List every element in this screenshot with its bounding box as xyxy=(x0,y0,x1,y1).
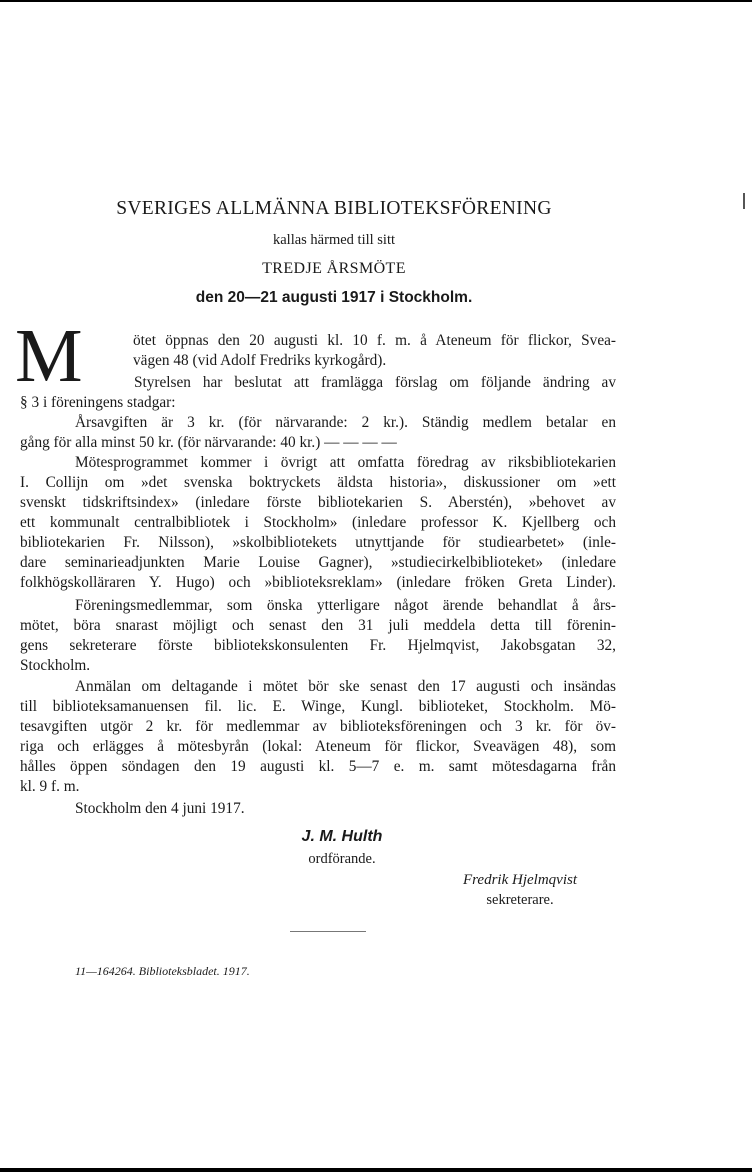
body-line: kl. 9 f. m. xyxy=(20,778,80,795)
meeting-title: TREDJE ÅRSMÖTE xyxy=(262,260,406,277)
meeting-date-place: den 20—21 augusti 1917 i Stockholm. xyxy=(195,289,473,306)
body-line: dare seminarieadjunkten Marie Louise Gagner), »studiecirkelbiblioteket» (inledare xyxy=(20,554,616,571)
body-line: Föreningsmedlemmar, som önska ytterligare något ärende behandlat å års- xyxy=(75,597,616,614)
body-line: gång för alla minst 50 kr. (för närvarande: 40 kr.) — — — — xyxy=(20,434,397,451)
drop-cap-initial: M xyxy=(15,314,83,398)
footer-imprint: 11—164264. Biblioteksbladet. 1917. xyxy=(75,964,250,978)
body-line: ötet öppnas den 20 augusti kl. 10 f. m. å Ateneum för flickor, Svea- xyxy=(133,332,616,349)
date-line: Stockholm den 4 juni 1917. xyxy=(75,800,245,817)
body-line: till biblioteksamanuensen fil. lic. E. Winge, Kungl. biblioteket, Stockholm. Mö- xyxy=(20,698,616,715)
organization-title: SVERIGES ALLMÄNNA BIBLIOTEKSFÖRENING xyxy=(116,198,552,219)
body-line: vägen 48 (vid Adolf Fredriks kyrkogård). xyxy=(133,352,387,369)
body-line: bibliotekarien Fr. Nilsson), »skolbibliotekets utnyttjande för studiearbetet» (inle- xyxy=(20,534,616,551)
invitation-text: kallas härmed till sitt xyxy=(272,232,396,248)
chair-title: ordförande. xyxy=(308,851,376,867)
secretary-title: sekreterare. xyxy=(486,892,554,908)
body-line: I. Collijn om »det svenska boktryckets äldsta historia», diskussioner om »ett xyxy=(20,474,616,491)
body-line: ett kommunalt centralbibliotek i Stockholm» (inledare professor K. Kjellberg och xyxy=(20,514,616,531)
secretary-signature: Fredrik Hjelmqvist xyxy=(462,872,577,888)
body-line: hålles öppen söndagen den 19 augusti kl. 5—7 e. m. samt mötesdagarna från xyxy=(20,758,616,775)
body-line: svenskt tidskriftsindex» (inledare förste bibliotekarien S. Aberstén), »behovet av xyxy=(20,494,616,511)
body-line: mötet, böra snarast möjligt och senast den 31 juli meddela detta till förenin- xyxy=(20,617,616,634)
body-line: Årsavgiften är 3 kr. (för närvarande: 2 kr.). Ständig medlem betalar en xyxy=(75,414,616,431)
body-line: gens sekreterare förste bibliotekskonsulenten Fr. Hjelmqvist, Jakobsgatan 32, xyxy=(20,637,616,654)
margin-mark xyxy=(743,193,745,209)
body-line: Stockholm. xyxy=(20,657,91,674)
body-line: folkhögskolläraren Y. Hugo) och »biblioteksreklam» (inledare fröken Greta Linder). xyxy=(20,574,616,591)
body-line: Mötesprogrammet kommer i övrigt att omfatta föredrag av riksbibliotekarien xyxy=(75,454,616,471)
body-line: § 3 i föreningens stadgar: xyxy=(20,394,176,411)
body-line: riga och erlägges å mötesbyrån (lokal: Ateneum för flickor, Sveavägen 48), som xyxy=(20,738,616,755)
body-line: Anmälan om deltagande i mötet bör ske senast den 17 augusti och insändas xyxy=(75,678,616,695)
body-line: Styrelsen har beslutat att framlägga förslag om följande ändring av xyxy=(134,374,616,391)
bottom-border-rule xyxy=(0,1168,752,1172)
top-border-rule xyxy=(0,0,752,2)
chair-signature: J. M. Hulth xyxy=(301,828,383,845)
separator-rule xyxy=(290,931,366,932)
body-line: tesavgiften utgör 2 kr. för medlemmar av biblioteksföreningen och 3 kr. för öv- xyxy=(20,718,616,735)
